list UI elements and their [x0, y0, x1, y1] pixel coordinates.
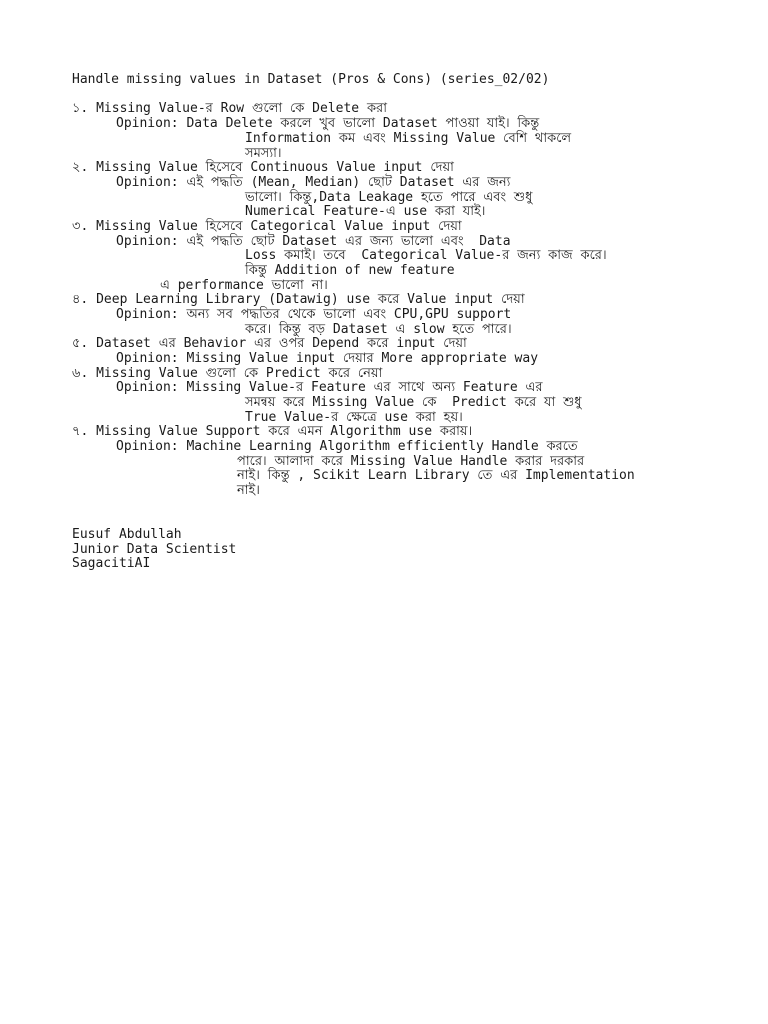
- item-7-opinion-cont: নাই। কিন্তু , Scikit Learn Library তে এর Implementation: [237, 468, 635, 483]
- item-3-heading: ৩. Missing Value হিসেবে Categorical Value input দেয়া: [72, 219, 462, 234]
- item-5-heading: ৫. Dataset এর Behavior এর ওপর Depend করে input দেয়া: [72, 336, 467, 351]
- signature-name: Eusuf Abdullah: [72, 527, 182, 542]
- item-7-opinion-cont: পারে। আলাদা করে Missing Value Handle করার দরকার: [237, 454, 585, 469]
- item-3-opinion-cont: কিন্তু Addition of new feature: [245, 263, 455, 278]
- item-4-heading: ৪. Deep Learning Library (Datawig) use করে Value input দেয়া: [72, 292, 525, 307]
- item-1-opinion-cont: Information কম এবং Missing Value বেশি থাকলে: [245, 131, 572, 146]
- item-3-opinion-cont: এ performance ভালো না।: [160, 278, 328, 293]
- item-7-heading: ৭. Missing Value Support করে এমন Algorithm use করায়।: [72, 424, 473, 439]
- document-title: Handle missing values in Dataset (Pros & Cons) (series_02/02): [72, 72, 550, 87]
- item-6-opinion: Opinion: Missing Value-র Feature এর সাথে অন্য Feature এর: [116, 380, 543, 395]
- item-7-opinion: Opinion: Machine Learning Algorithm efficiently Handle করতে: [116, 439, 578, 454]
- item-1-opinion-cont: সমস্যা।: [245, 146, 282, 161]
- item-6-opinion-cont: সমন্বয় করে Missing Value কে Predict করে যা শুধু: [245, 395, 582, 410]
- item-3-opinion: Opinion: এই পদ্ধতি ছোট Dataset এর জন্য ভালো এবং Data: [116, 234, 511, 249]
- item-6-opinion-cont: True Value-র ক্ষেত্রে use করা হয়।: [245, 410, 463, 425]
- signature-org: SagacitiAI: [72, 556, 151, 571]
- item-4-opinion-cont: করে। কিন্তু বড় Dataset এ slow হতে পারে।: [245, 322, 512, 337]
- item-6-heading: ৬. Missing Value গুলো কে Predict করে নেয়া: [72, 366, 383, 381]
- item-1-heading: ১. Missing Value-র Row গুলো কে Delete করা: [72, 101, 387, 116]
- signature-role: Junior Data Scientist: [72, 542, 237, 557]
- item-2-opinion-cont: ভালো। কিন্তু,Data Leakage হতে পারে এবং শুধু: [245, 190, 533, 205]
- item-2-heading: ২. Missing Value হিসেবে Continuous Value input দেয়া: [72, 160, 454, 175]
- item-3-opinion-cont: Loss কমাই। তবে Categorical Value-র জন্য কাজ করে।: [245, 248, 607, 263]
- item-2-opinion: Opinion: এই পদ্ধতি (Mean, Median) ছোট Dataset এর জন্য: [116, 175, 511, 190]
- item-7-opinion-cont: নাই।: [237, 483, 260, 498]
- item-4-opinion: Opinion: অন্য সব পদ্ধতির থেকে ভালো এবং CPU,GPU support: [116, 307, 512, 322]
- item-1-opinion: Opinion: Data Delete করলে খুব ভালো Dataset পাওয়া যাই। কিন্তু: [116, 116, 540, 131]
- item-5-opinion: Opinion: Missing Value input দেয়ার More appropriate way: [116, 351, 539, 366]
- item-2-opinion-cont: Numerical Feature-এ use করা যাই।: [245, 204, 486, 219]
